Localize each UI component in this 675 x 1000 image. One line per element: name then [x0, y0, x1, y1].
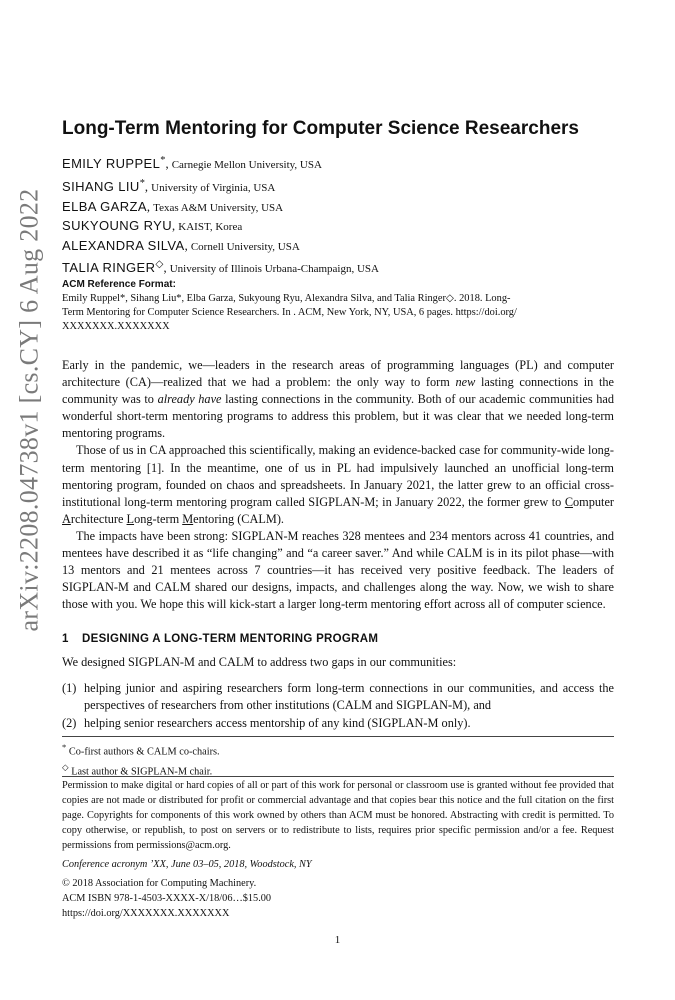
isbn-line: ACM ISBN 978-1-4503-XXXX-X/18/06…$15.00 — [62, 892, 272, 904]
author-entry: ALEXANDRA SILVA, Cornell University, USA — [62, 237, 300, 253]
author-affiliation: University of Illinois Urbana-Champaign, USA — [169, 263, 379, 276]
author-mark: ◇ — [155, 259, 164, 271]
permission-notice — [62, 779, 614, 854]
paragraph: Early in the pandemic, we—leaders in the research areas of programming languages (PL) and computer architecture (CA)—realized that we had a problem: the only way to form new lasting connections in the community was to already have lasting connections in the community. Both of our academic communities had wonderful short-term mentoring programs to address this problem, but it was clear that we needed long-term mentoring programs. — [62, 358, 614, 441]
acm-reference-label: ACM Reference Format: — [62, 279, 176, 290]
section-number: 1 — [62, 633, 69, 645]
arxiv-sidebar — [4, 130, 54, 690]
author-name: ELBA GARZA — [62, 198, 147, 214]
section-title: DESIGNING A LONG-TERM MENTORING PROGRAM — [82, 633, 379, 645]
author-entry: TALIA RINGER◇, University of Illinois Urbana-Champaign, USA — [62, 259, 379, 276]
author-name: EMILY RUPPEL — [62, 156, 161, 172]
author-affiliation: Carnegie Mellon University, USA — [171, 159, 322, 172]
author-affiliation: Texas A&M University, USA — [153, 201, 284, 214]
page-number: 1 — [334, 934, 341, 946]
permission-text: Permission to make digital or hard copies of all or part of this work for personal or classroom use is granted without fee provided that copies are not made or distributed for profit or commercial advantage and that copies bear this notice and the full citation on the first page. Copyrights for components of this work owned by others than ACM must be honored. Abstracting with credit is permitted. To copy otherwise, or republish, to post on servers or to redistribute to lists, requires prior specific permission and/or a fee. Request permissions from permissions@acm.org. — [62, 780, 614, 851]
author-affiliation: Cornell University, USA — [190, 240, 300, 253]
author-entry: EMILY RUPPEL*, Carnegie Mellon University, USA — [62, 155, 322, 172]
emphasis: new — [455, 375, 476, 390]
section-heading — [62, 633, 614, 645]
footnote: * Co-first authors & CALM co-chairs. — [62, 742, 220, 758]
emphasis: already have — [157, 392, 222, 407]
author-entry: SIHANG LIU*, University of Virginia, USA — [62, 177, 276, 194]
copyright-line: © 2018 Association for Computing Machinery. — [62, 877, 257, 889]
author-affiliation: University of Virginia, USA — [151, 181, 276, 194]
list-item: (2) helping senior researchers access mentorship of any kind (SIGPLAN-M only). — [62, 716, 471, 730]
goal-list — [62, 680, 614, 732]
acm-reference-doi[interactable]: XXXXXXX.XXXXXXX — [62, 321, 170, 333]
section-intro: We designed SIGPLAN-M and CALM to address two gaps in our communities: — [62, 655, 457, 669]
conference-info: Conference acronym ’XX, June 03–05, 2018, Woodstock, NY — [62, 859, 312, 870]
publication-meta — [62, 858, 614, 922]
author-entry: SUKYOUNG RYU, KAIST, Korea — [62, 218, 243, 234]
footnote: ◇ Last author & SIGPLAN-M chair. — [62, 761, 213, 778]
doi-link[interactable]: https://doi.org/XXXXXXX.XXXXXXX — [62, 907, 230, 919]
author-mark: * — [160, 155, 166, 166]
author-name: SIHANG LIU — [62, 178, 140, 194]
paper-title: Long-Term Mentoring for Computer Science Researchers — [62, 118, 579, 139]
paragraph: The impacts have been strong: SIGPLAN-M reaches 328 mentees and 234 mentors across 41 countries, and mentees have described it as “life changing” and “a career saver.” And while CALM is in its pilot phase—with 13 mentors and 21 mentees across 7 countries—it has received very positive feedback. The leaders of SIGPLAN-M and CALM shared our designs, impacts, and challenges along the way. Now, we wish to share those with you. We hope this will kick-start a larger long-term mentoring effort across all of computer science. — [62, 528, 614, 612]
list-marker: (2) — [62, 716, 77, 730]
footnotes — [62, 740, 614, 780]
arxiv-identifier[interactable]: arXiv:2208.04738v1 [cs.CY] 6 Aug 2022 — [14, 188, 43, 632]
author-mark: * — [139, 177, 145, 189]
author-entry: ELBA GARZA, Texas A&M University, USA — [62, 198, 284, 214]
acm-reference-line: Emily Ruppel*, Sihang Liu*, Elba Garza, Sukyoung Ryu, Alexandra Silva, and Talia Ringer◇. 2018. Long- — [62, 293, 511, 304]
list-item: (1) helping junior and aspiring researchers form long-term connections in our communities, and access the perspectives of researchers from other institutions (CALM and SIGPLAN-M), and — [62, 681, 614, 712]
author-name: ALEXANDRA SILVA — [62, 237, 185, 253]
permission-divider — [62, 776, 614, 777]
paragraph: Those of us in CA approached this scientifically, making an evidence-backed case for community-wide long-term mentoring [1]. In the meantime, one of us in PL had impulsively launched an unofficial long-term mentoring program, founded on chaos and spreadsheets. In January 2021, the latter grew to an official cross-institutional long-term mentoring program called SIGPLAN-M; in January 2022, the former grew to Computer Architecture Long-term Mentoring (CALM). — [62, 443, 614, 526]
author-affiliation: KAIST, Korea — [178, 221, 243, 234]
author-name: SUKYOUNG RYU — [62, 218, 173, 234]
acm-reference-block — [62, 278, 622, 335]
body-text — [62, 357, 614, 613]
author-list — [62, 152, 622, 279]
author-name: TALIA RINGER — [62, 260, 156, 276]
footnote-divider — [62, 736, 614, 737]
acm-reference-line: Term Mentoring for Computer Science Researchers. In . ACM, New York, NY, USA, 6 pages. https://doi.org/ — [62, 307, 517, 319]
list-marker: (1) — [62, 681, 77, 695]
